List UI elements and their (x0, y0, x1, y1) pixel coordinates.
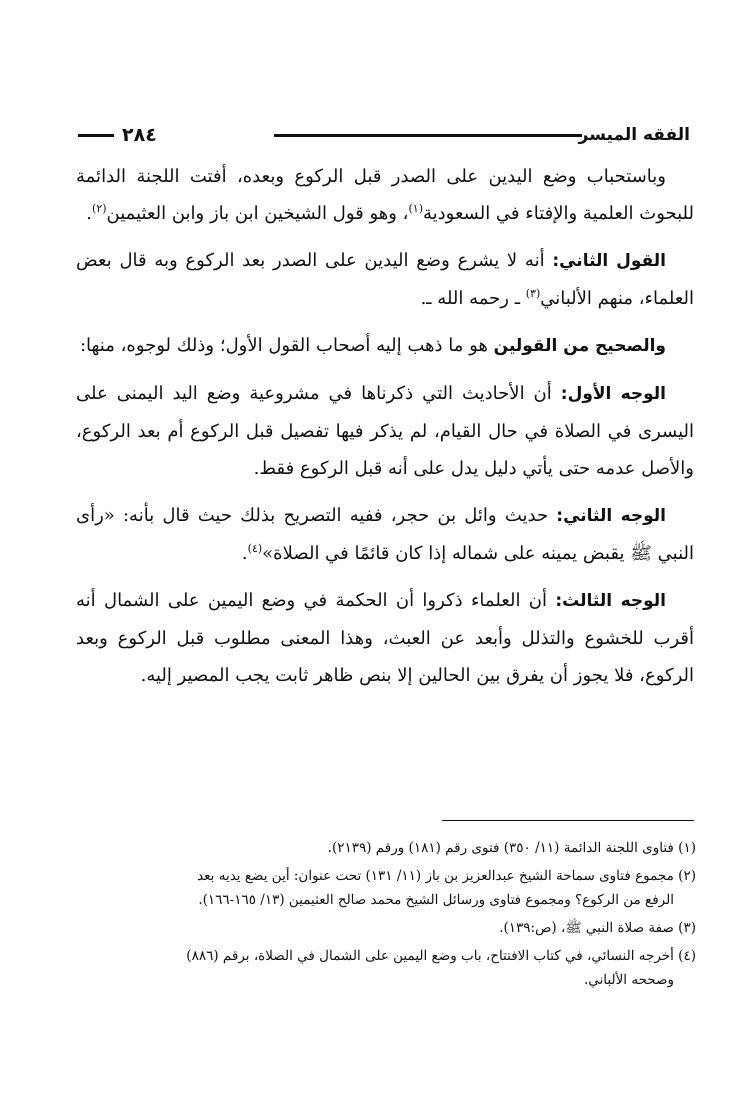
footnote-ref-2: (٢) (92, 202, 107, 215)
running-title: الفقه الميسر (578, 125, 690, 145)
footnote-separator (442, 820, 694, 821)
paragraph-2: القول الثاني: أنه لا يشرع وضع اليدين على الصدر بعد الركوع وبه قال بعض العلماء، منهم الألباني$^{(٣)}$ ـ رحمه الله ـ. (76, 250, 694, 309)
footnote-3: (٣) صفة صلاة النبي ﷺ، (ص:١٣٩). (499, 920, 696, 936)
page-number: ٢٨٤ (122, 124, 157, 146)
footnote-ref-3: (٣) (525, 287, 541, 300)
paragraph-3-lead: والصحيح من القولين (493, 336, 666, 356)
paragraph-1: وباستحباب وضع اليدين على الصدر قبل الركوع وبعده، أفتت اللجنة الدائمة للبحوث العلمية والإفتاء في السعودية$^{(١)}$، وهو قول الشيخين ابن باز وابن العثيمين$^{(٢)}$. (76, 166, 694, 224)
footnote-1: (١) فتاوى اللجنة الدائمة (١١/ ٣٥٠) فتوى رقم (١٨١) ورقم (٢١٣٩). (327, 840, 696, 856)
paragraph-6-lead: الوجه الثالث: (555, 591, 666, 611)
main-text (76, 158, 694, 704)
paragraph-4: الوجه الأول: أن الأحاديث التي ذكرناها في مشروعية وضع اليد اليمنى على اليسرى في الصلاة في حال القيام، لم يذكر فيها تفصيل قبل الركوع أم بعد الركوع، والأصل عدمه حتى يأتي دليل يدل على أنه قبل الركوع فقط. (76, 383, 694, 479)
header-rule-short (78, 134, 114, 137)
paragraph-3: والصحيح من القولين هو ما ذهب إليه أصحاب القول الأول؛ وذلك لوجوه، منها: (79, 335, 666, 356)
paragraph-5: الوجه الثاني: حديث وائل بن حجر، ففيه التصريح بذلك حيث قال بأنه: «رأى النبي ﷺ يقبض يمينه على شماله إذا كان قائمًا في الصلاة»$^{(٤)}$. (76, 505, 694, 564)
footnotes (60, 836, 696, 996)
footnote-ref-4: (٤) (247, 542, 263, 555)
paragraph-6: الوجه الثالث: أن العلماء ذكروا أن الحكمة في وضع اليمين على الشمال أنه أقرب للخشوع والتذلل وأبعد عن العبث، وهذا المعنى مطلوب قبل الركوع وبعد الركوع، فلا يجوز أن يفرق بين الحالين إلا بنص ظاهر ثابت يجب المصير إليه. (76, 590, 694, 686)
paragraph-5-lead: الوجه الثاني: (556, 506, 666, 526)
footnote-4: (٤) أخرجه النسائي، في كتاب الافتتاح، باب وضع اليمين على الشمال في الصلاة، برقم (٨٨٦) وصححه الألباني. (186, 948, 696, 988)
footnote-2: (٢) مجموع فتاوى سماحة الشيخ عبدالعزيز بن باز (١١/ ١٣١) تحت عنوان: أين يضع يديه بعد الرفع من الركوع؟ ومجموع فتاوى ورسائل الشيخ محمد صالح العثيمين (١٣/ ١٦٥-١٦٦). (197, 868, 696, 908)
header-rule (274, 134, 582, 137)
footnote-ref-1: (١) (408, 202, 423, 215)
page-header (78, 120, 690, 150)
paragraph-4-lead: الوجه الأول: (560, 384, 667, 404)
paragraph-2-lead: القول الثاني: (552, 251, 666, 271)
